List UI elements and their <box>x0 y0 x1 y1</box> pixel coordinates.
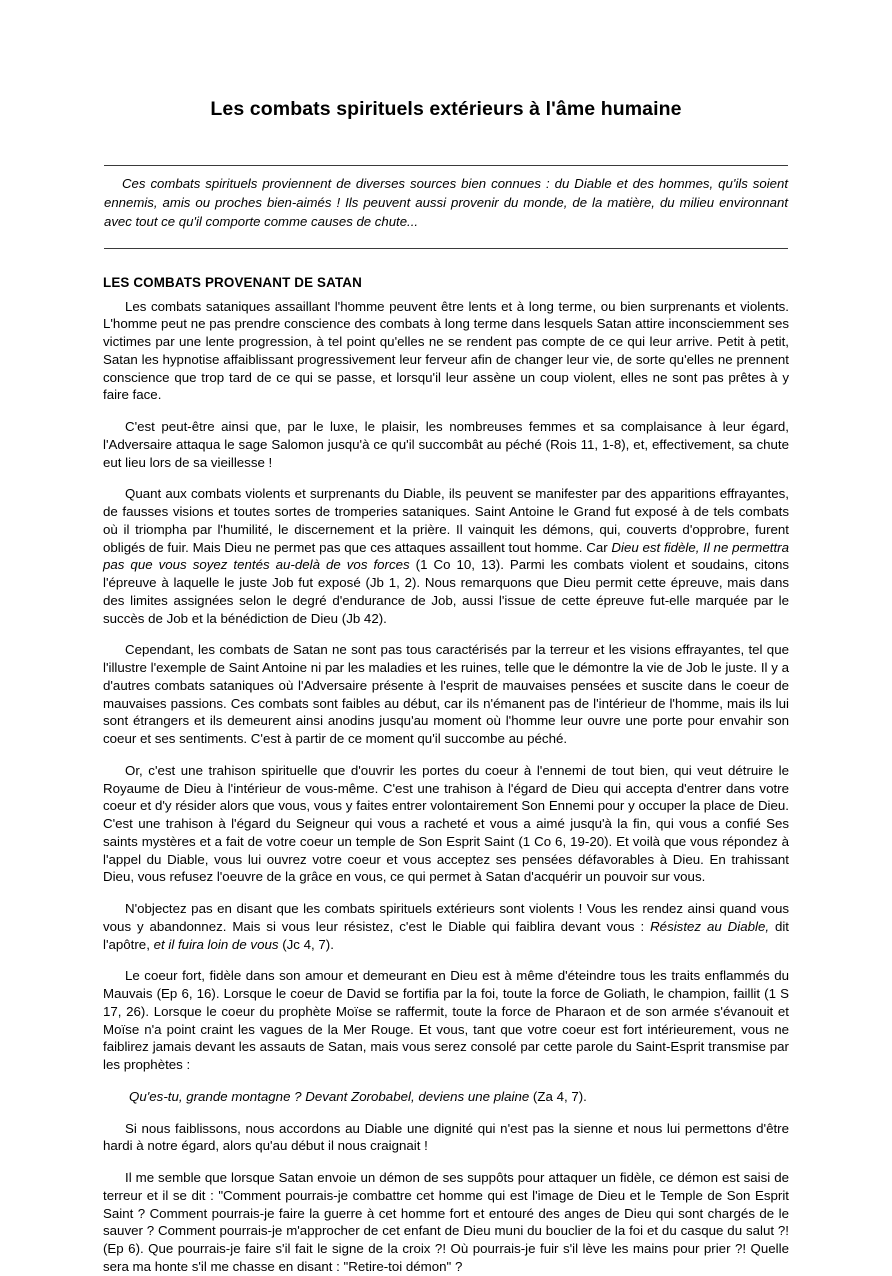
paragraph-6-part-a: N'objectez pas en disant que les combats spirituels extérieurs sont violents ! Vous les rendez ainsi quand vous vous y abandonnez. Mais si vous leur résistez, c'est le Diable qui faiblira devant vous : <box>103 901 789 934</box>
paragraph-1: Les combats sataniques assaillant l'homme peuvent être lents et à long terme, ou bien surprenants et violents. L'homme peut ne pas prendre conscience des combats à long terme dans lesquels Satan attire inconsciemment ses victimes par une lente progression, à tel point qu'elles ne se rendent pas compte de ce qui leur arrive. Petit à petit, Satan les hypnotise affaiblissant progressivement leur ferveur afin de changer leur vie, de sorte qu'elles ne prennent conscience que trop tard de ce qui se passe, et lorsqu'il leur assène un coup violent, elles ne sont pas prêtes à y faire face. <box>103 298 789 403</box>
scripture-quote-il-fuira-loin-de-vous: et il fuira loin de vous <box>153 936 279 952</box>
blockquote-reference: (Za 4, 7). <box>529 1088 587 1104</box>
paragraph-4: Cependant, les combats de Satan ne sont pas tous caractérisés par la terreur et les visions effrayantes, tel que l'illustre l'exemple de Saint Antoine ni par les maladies et les ruines, telle que le démontre la vie de Job le juste. Il y a d'autres combats sataniques où l'Adversaire présente à l'esprit de mauvaises pensées et suscite dans le coeur de mauvaises passions. Ces combats sont faibles au début, car ils n'émanent pas de l'intérieur de l'homme, mais ils lui sont étrangers et ils demeurent ainsi anodins jusqu'au moment où l'homme leur ouvre une porte pour envahir son coeur et ses sentiments. C'est à partir de ce moment qu'il succombe au péché. <box>103 642 789 747</box>
page-title: Les combats spirituels extérieurs à l'âme humaine <box>210 98 682 120</box>
intro-block <box>92 165 800 248</box>
scripture-quote-1-corinthians-10: Dieu est fidèle, Il ne permettra pas que vous soyez tentés au-delà de vos forces <box>103 539 789 573</box>
paragraph-6-part-b: dit l'apôtre, <box>103 918 789 952</box>
paragraph-3-part-b: (1 Co 10, 13). Parmi les combats violent et soudains, citons l'épreuve à laquelle le juste Job fut exposé (Jb 1, 2). Nous remarquons que Dieu permit cette épreuve, mais dans des limites assignées selon le degré d'endurance de Job, aussi l'issue de cette épreuve fut-elle marquée par le succès de Job et la bénédiction de Dieu (Jb 42). <box>103 557 789 626</box>
scripture-quote-resistez-au-diable: Résistez au Diable, <box>650 918 770 934</box>
paragraph-7: Le coeur fort, fidèle dans son amour et demeurant en Dieu est à même d'éteindre tous les traits enflammés du Mauvais (Ep 6, 16). Lorsque le coeur de David se fortifia par la foi, toute la force de Goliath, le champion, faillit (1 S 17, 26). Lorsque le coeur du prophète Moïse se raffermit, toute la force de Pharaon et de son armée s'évanouit et Moïse n'a point craint les vagues de la Mer Rouge. Et vous, tant que votre coeur est fort intérieurement, vous ne faiblirez jamais devant les assauts de Satan, mais vous serez consolé par cette parole du Saint-Esprit transmise par les prophètes : <box>103 968 789 1073</box>
section-heading: LES COMBATS PROVENANT DE SATAN <box>103 274 362 290</box>
paragraph-8: Si nous faiblissons, nous accordons au Diable une dignité qui n'est pas la sienne et nous lui permettons d'être hardi à notre égard, alors qu'au début il nous craignait ! <box>103 1120 789 1154</box>
paragraph-3 <box>103 485 789 627</box>
intro-paragraph: Ces combats spirituels proviennent de diverses sources bien connues : du Diable et des hommes, qu'ils soient ennemis, amis ou proches bien-aimés ! Ils peuvent aussi provenir du monde, de la matière, du milieu environnant avec tout ce qu'il comporte comme causes de chute... <box>104 176 788 229</box>
intro-rule-bottom <box>104 248 788 249</box>
blockquote-text: Qu'es-tu, grande montagne ? Devant Zorobabel, deviens une plaine <box>129 1088 530 1104</box>
blockquote-zacharie <box>103 1088 789 1106</box>
paragraph-6-part-c: (Jc 4, 7). <box>278 936 334 952</box>
paragraph-9: Il me semble que lorsque Satan envoie un démon de ses suppôts pour attaquer un fidèle, ce démon est saisi de terreur et il se dit : "Comment pourrais-je combattre cet homme qui est l'image de Dieu et le Temple de Son Esprit Saint ? Comment pourrais-je faire la guerre à cet homme fort et entouré des anges de Dieu qui sont chargés de le sauver ? Comment pourrais-je m'approcher de cet enfant de Dieu muni du bouclier de la foi et du casque du salut ?! (Ep 6). Que pourrais-je faire s'il fait le signe de la croix ?! Où pourrais-je fuir s'il lève les mains pour prier ?! Quelle sera ma honte s'il me chasse en disant : "Retire-toi démon" ? <box>103 1170 789 1274</box>
paragraph-5: Or, c'est une trahison spirituelle que d'ouvrir les portes du coeur à l'ennemi de tout bien, qui veut détruire le Royaume de Dieu à l'intérieur de vous-même. C'est une trahison à l'égard de Dieu qui accepta d'entrer dans votre coeur et d'y résider alors que vous, vous y faites entrer volontairement Son Ennemi pour y occuper la place de Dieu. C'est une trahison à l'égard du Seigneur qui vous a racheté et vous a aimé jusqu'à la fin, qui vous a confié Ses saints mystères et a fait de votre coeur un temple de Son Esprit Saint (1 Co 6, 19-20). Et voilà que vous répondez à l'appel du Diable, vous lui ouvrez votre coeur et vous acceptez ses pensées défavorables à Dieu. En trahissant Dieu, vous refusez l'oeuvre de la grâce en vous, ce qui permet à Satan d'acquérir un pouvoir sur vous. <box>103 762 789 885</box>
paragraph-6 <box>103 900 789 953</box>
intro-rule-top <box>104 165 788 166</box>
paragraph-3-part-a: Quant aux combats violents et surprenants du Diable, ils peuvent se manifester par des apparitions effrayantes, de fausses visions et toutes sortes de tromperies sataniques. Saint Antoine le Grand fut exposé à de tels combats où il triompha par l'humilité, le discernement et la prière. Il vainquit les démons, qui, couverts d'opprobre, furent obligés de fuir. Mais Dieu ne permet pas que ces attaques assaillent tout homme. Car <box>103 486 789 555</box>
paragraph-2: C'est peut-être ainsi que, par le luxe, le plaisir, les nombreuses femmes et sa complaisance à leur égard, l'Adversaire attaqua le sage Salomon jusqu'à ce qu'il succombât au péché (Rois 11, 1-8), et, effectivement, sa chute eut lieu lors de sa vieillesse ! <box>103 419 789 470</box>
document-body <box>92 298 800 1276</box>
